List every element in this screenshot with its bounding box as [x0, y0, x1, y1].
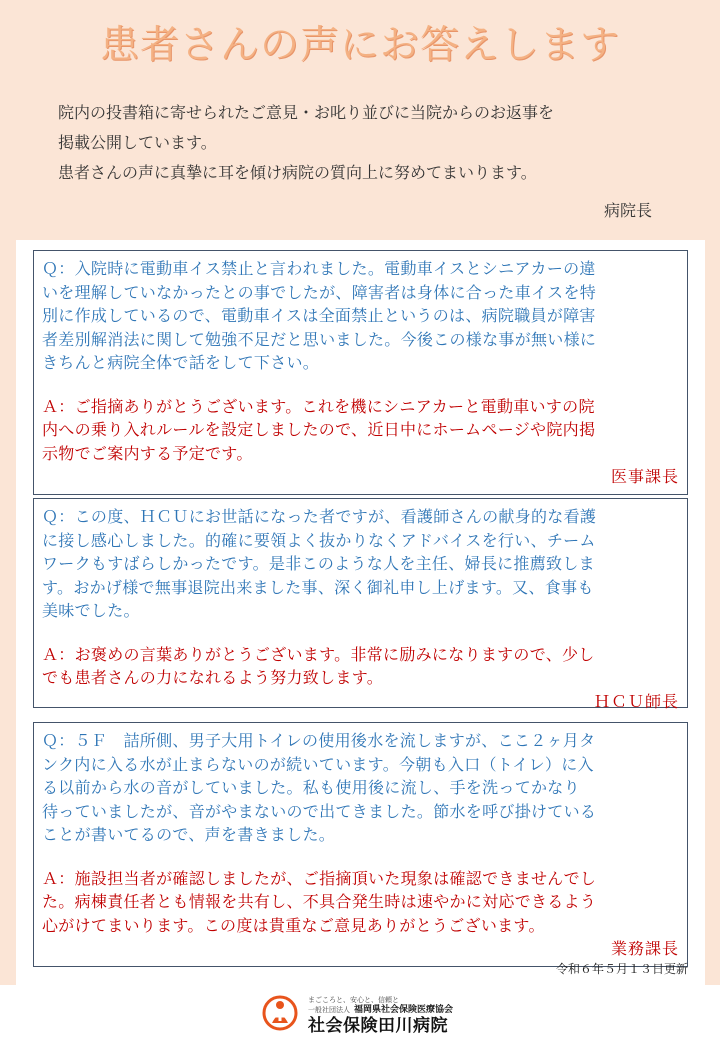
text-line: 者差別解消法に関して勉強不足だと思いました。今後この様な事が無い様に: [42, 329, 597, 349]
text-line: Ａ：お褒めの言葉ありがとうございます。非常に励みになりますので、少し: [42, 644, 595, 664]
responder-signature: 業務課長: [610, 939, 679, 958]
text-line: ことが書いてるので、声を書きました。: [42, 825, 336, 844]
text-line: Ｑ：この度、ＨＣＵにお世話になった者ですが、看護師さんの献身的な看護: [42, 507, 597, 526]
page-title: 患者さんの声にお答えします: [99, 23, 620, 68]
text-line: に接し感心しました。的確に要領よく抜かりなくアドバイスを行い、チーム: [42, 530, 596, 550]
text-line: Ａ：施設担当者が確認しましたが、ご指摘頂いた現象は確認できませんでし: [42, 868, 597, 888]
text-line: 示物でご案内する予定です。: [42, 443, 253, 463]
text-line: Ｑ：入院時に電動車イス禁止と言われました。電動車イスとシニアカーの違: [42, 259, 596, 278]
question-text: [42, 729, 679, 847]
text-line: 別に作成しているので、電動車イスは全面禁止というのは、病院職員が障害: [42, 306, 596, 325]
qa-box-hcu: [33, 498, 688, 711]
content-panel: [16, 240, 705, 985]
text-line: Ｑ：５Ｆ 詰所側、男子大用トイレの使用後水を流しますが、ここ２ヶ月タ: [42, 731, 596, 750]
question-text: [42, 257, 679, 375]
responder-signature: 医事課長: [610, 467, 679, 486]
footer-text: [308, 995, 453, 1037]
text-line: ンク内に入る水が止まらないのが続いています。今朝も入口（トイレ）に入: [42, 754, 594, 774]
association-name: 福岡県社会保険医療協会: [354, 1005, 454, 1015]
text-line: Ａ：ご指摘ありがとうございます。これを機にシニアカーと電動車いすの院: [42, 396, 595, 416]
hospital-logo-icon: [262, 995, 298, 1031]
text-line: 待っていましたが、音がやまないので出てきました。節水を呼び掛けている: [42, 801, 597, 821]
answer-text: [42, 395, 679, 466]
intro-line: 掲載公開しています。: [58, 133, 217, 152]
text-line: いを理解していなかったとの事でしたが、障害者は身体に合った車イスを特: [42, 282, 597, 302]
qa-box-toilet: [33, 722, 688, 967]
intro-message: [58, 98, 678, 188]
director-signature: 病院長: [603, 201, 652, 220]
update-date: 令和６年５月１３日更新: [555, 962, 688, 976]
responder-signature: ＨＣＵ師長: [593, 691, 679, 711]
text-line: ワークもすばらしかったです。是非このような人を主任、婦長に推薦致しま: [42, 554, 595, 573]
text-line: きちんと病院全体で話をして下さい。: [42, 353, 320, 372]
intro-line: 患者さんの声に真摯に耳を傾け病院の質向上に努めてまいります。: [58, 163, 537, 182]
qa-box-wheelchair: [33, 250, 688, 495]
answer-text: [42, 867, 679, 938]
association-row: [308, 1005, 453, 1015]
question-text: [42, 505, 679, 623]
corp-type: 一般社団法人: [308, 1006, 350, 1014]
footer: [0, 985, 720, 1040]
text-line: でも患者さんの力になれるよう努力致します。: [42, 668, 384, 687]
text-line: た。病棟責任者とも情報を共有し、不具合発生時は速やかに対応できるよう: [42, 892, 597, 911]
answer-text: [42, 643, 679, 690]
intro-line: 院内の投書箱に寄せられたご意見・お叱り並びに当院からのお返事を: [58, 103, 555, 122]
text-line: 美味でした。: [42, 601, 140, 620]
text-line: 心がけてまいります。この度は貴重なご意見ありがとうございます。: [42, 915, 545, 935]
hospital-name: 社会保険田川病院: [308, 1016, 448, 1036]
text-line: す。おかげ様で無事退院出来ました事、深く御礼申し上げます。又、食事も: [42, 577, 594, 597]
text-line: 内への乗り入れルールを設定しましたので、近日中にホームページや院内掲: [42, 420, 596, 439]
text-line: る以前から水の音がしていました。私も使用後に流し、手を洗ってかなり: [42, 778, 580, 797]
slogan: まごころと、安心と、信頼と: [308, 996, 399, 1004]
